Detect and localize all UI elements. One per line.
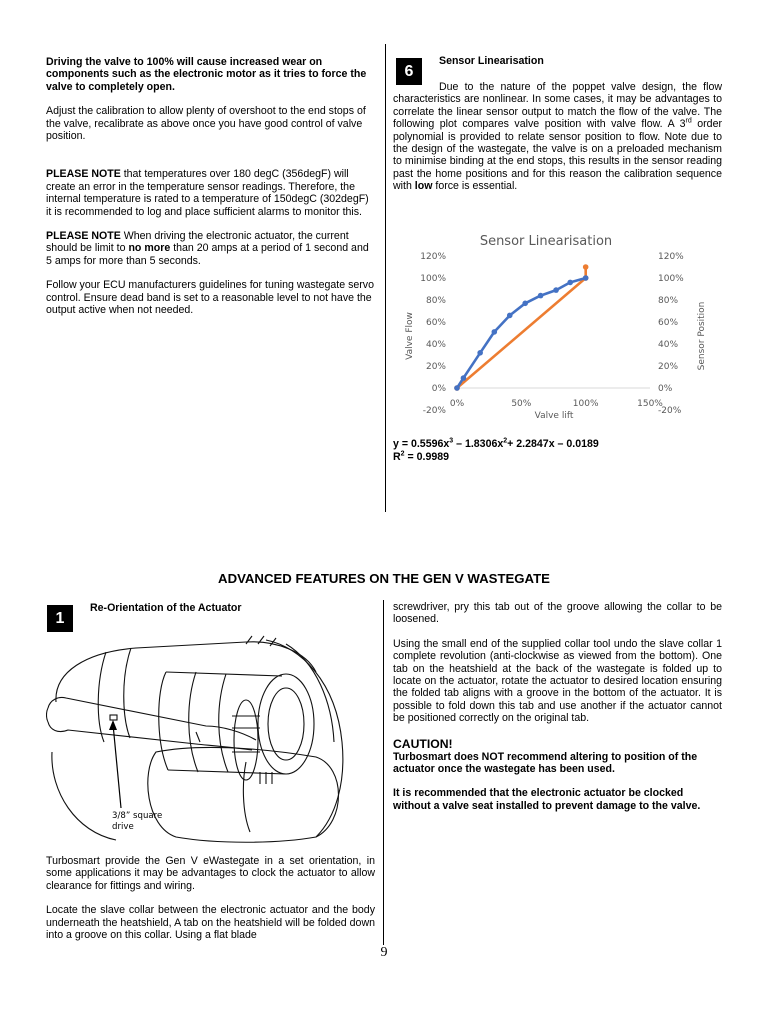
screwdriver-paragraph: screwdriver, pry this tab out of the groove allowing the collar to be loosened. [393, 601, 722, 626]
left-bottom-column [46, 855, 375, 941]
y-tick-label: 120% [420, 252, 446, 262]
column-divider [383, 600, 384, 945]
linearisation-paragraph: Due to the nature of the poppet valve design, the flow characteristics are nonlinear. In some cases, it may be advantages to correlate the linear sensor output to match the flow of the valve. The following plot compares valve position with valve flow. A 3rd order polynomial is provided to relate sensor position to flow. Note due to the design of the wastegate, the valve is on a preloaded mechanism to minimise binding at the end stops, this results in the sensor reading past the home positions and for this reason the calibration sequence with low force is essential. [393, 81, 722, 193]
section-number-badge: 6 [396, 58, 422, 85]
right-bottom-column [393, 601, 722, 812]
r-squared: $R^2 = 0.9989$ [393, 450, 450, 463]
page-number: 9 [380, 945, 388, 960]
y2-axis-label: Sensor Position [697, 301, 707, 371]
valve-flow-point [477, 350, 483, 356]
caution-text: Turbosmart does NOT recommend altering to position of the actuator once the wastegate has been used. [393, 750, 698, 776]
valve-flow-point [567, 280, 573, 286]
y2-tick-label: 40% [658, 340, 679, 350]
orientation-paragraph: Turbosmart provide the Gen V eWastegate in a set orientation, in some applications it may be advantages to clock the actuator to allow clearance for fittings and wiring. [46, 855, 375, 892]
note-label: PLEASE NOTE [46, 168, 121, 181]
section-title: Sensor Linearisation [439, 55, 544, 67]
y2-tick-label: 60% [658, 318, 679, 328]
y-axis-label: Valve Flow [405, 312, 415, 360]
note-text: When driving the electronic actuator, the current should be limit to [46, 230, 349, 255]
temperature-note [46, 168, 376, 218]
valve-flow-point [507, 313, 513, 319]
square-drive-label: 3/8” square [112, 811, 163, 821]
y-tick-label: -20% [422, 406, 446, 416]
x-tick-label: 150% [637, 399, 663, 409]
sensor-position-point [583, 264, 589, 270]
note-text: that temperatures over 180 degC (356degF) will create an error in the temperature sensor readings. Therefore, the internal temperature is rated to a temperature of 150degC (302degF) it is recommended to log and place sufficient alarms to monitor this. [46, 168, 369, 218]
no-more-text: no more [128, 242, 171, 255]
polynomial-equation: $y = 0.5596x^3 - 1.8306x^2+ 2.2847x - 0.0189$ [393, 437, 599, 450]
slave-collar-paragraph: Locate the slave collar between the electronic actuator and the body underneath the heatshield, A tab on the heatshield will be folded down into a groove on this collar. Using a flat blade [46, 904, 375, 942]
y2-tick-label: 0% [658, 384, 673, 394]
x-tick-label: 100% [572, 399, 599, 409]
valve-flow-point [454, 385, 460, 391]
y2-tick-label: 100% [658, 274, 684, 284]
y-tick-label: 80% [425, 296, 446, 306]
section-title: Re-Orientation of the Actuator [90, 602, 242, 614]
x-tick-label: 0% [449, 399, 465, 409]
x-tick-label: 50% [511, 399, 532, 409]
note-text: than 20 amps at a period of 1 second and 5 amps for more than 5 seconds. [46, 242, 369, 267]
sensor-linearisation-chart [392, 228, 720, 428]
y-tick-label: 60% [425, 318, 446, 328]
caution-text: It is recommended that the electronic actuator be clocked without a valve seat installed to prevent damage to the valve. [393, 787, 701, 812]
x-axis-label: Valve lift [534, 411, 574, 421]
valve-flow-point [583, 275, 589, 281]
warning-text: Driving the valve to 100% will cause increased wear on components such as the electronic motor as it tries to force the valve to completely open. [46, 56, 367, 93]
y-tick-label: 40% [425, 340, 446, 350]
advanced-features-heading: ADVANCED FEATURES ON THE GEN V WASTEGATE [218, 571, 550, 586]
y2-tick-label: 80% [658, 296, 679, 306]
chart-title: Sensor Linearisation [479, 234, 613, 249]
y2-tick-label: -20% [658, 406, 682, 416]
note-label: PLEASE NOTE [46, 230, 121, 243]
valve-flow-point [553, 287, 559, 293]
ecu-guidelines-text: Follow your ECU manufacturers guidelines for tuning wastegate servo control. Ensure dead band is set to a reasonable level to not have the output active when not needed. [46, 279, 374, 317]
valve-flow-point [538, 293, 544, 299]
y2-tick-label: 120% [658, 252, 684, 262]
valve-flow-point [522, 301, 528, 307]
column-divider [385, 44, 386, 512]
square-drive-label: drive [112, 822, 134, 832]
adjust-text: Adjust the calibration to allow plenty of overshoot to the end stops of the valve, recalibrate as above once you have good control of valve position. [46, 105, 366, 143]
y-tick-label: 20% [425, 362, 446, 372]
section-number-badge: 1 [47, 605, 73, 632]
valve-flow-point [492, 329, 498, 335]
y2-tick-label: 20% [658, 362, 679, 372]
y-tick-label: 100% [420, 274, 446, 284]
actuator-illustration [46, 632, 358, 844]
y-tick-label: 0% [431, 384, 446, 394]
current-note [46, 230, 376, 267]
caution-title: CAUTION! [393, 736, 453, 751]
collar-tool-paragraph: Using the small end of the supplied collar tool undo the slave collar 1 complete revolution (anti-clockwise as viewed from the bottom). One tab on the heatshield at the back of the wastegate is folded up to locate on the actuator, rotate the actuator to desired location ensuring the folded tab aligns with a groove in the bottom of the actuator. It is possible to fold down this tab and use another if the actuator cannot be positioned correctly on the original tab. [393, 637, 722, 725]
valve-flow-point [461, 375, 467, 381]
left-top-column [46, 56, 376, 317]
